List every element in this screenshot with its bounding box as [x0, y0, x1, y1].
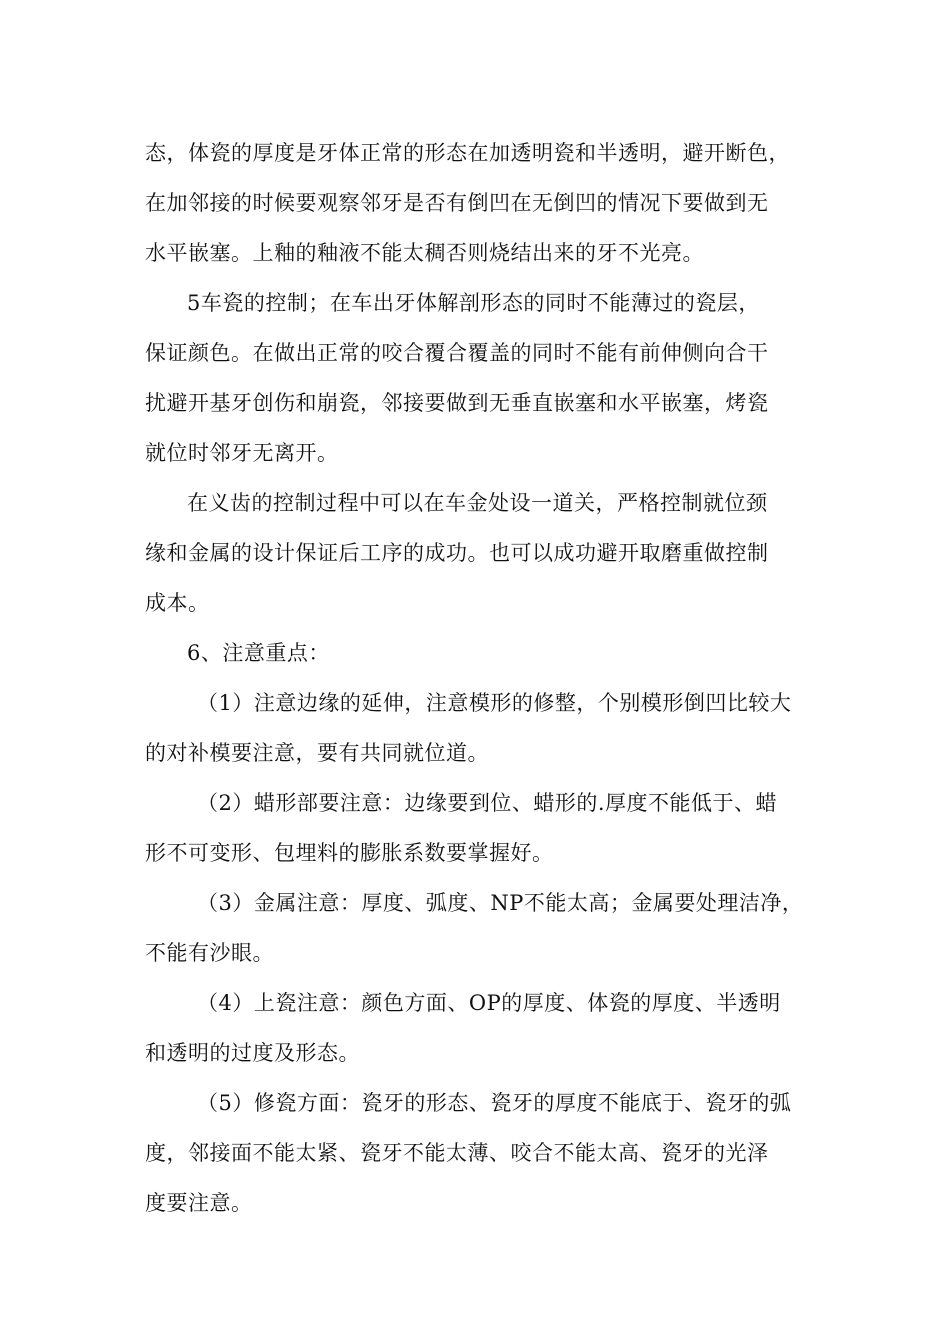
list-item-line: 形不可变形、包埋料的膨胀系数要掌握好。 — [145, 841, 554, 865]
paragraph-line: 成本。 — [145, 591, 210, 615]
document-body — [145, 128, 815, 1228]
list-item-line: （1）注意边缘的延伸，注意模形的修整，个别模形倒凹比较大 — [197, 691, 792, 715]
list-item-line: 的对补模要注意，要有共同就位道。 — [145, 741, 489, 765]
section-heading: 6、注意重点： — [187, 641, 330, 665]
list-item-line: （5）修瓷方面：瓷牙的形态、瓷牙的厚度不能底于、瓷牙的弧 — [197, 1091, 792, 1115]
paragraph-line: 5车瓷的控制；在车出牙体解剖形态的同时不能薄过的瓷层， — [187, 291, 760, 315]
paragraph-line: 保证颜色。在做出正常的咬合覆合覆盖的同时不能有前伸侧向合干 — [145, 341, 769, 365]
list-item-line: 度要注意。 — [145, 1191, 253, 1215]
list-item-line: 度，邻接面不能太紧、瓷牙不能太薄、咬合不能太高、瓷牙的光泽 — [145, 1141, 769, 1165]
paragraph-line: 水平嵌塞。上釉的釉液不能太稠否则烧结出来的牙不光亮。 — [145, 241, 704, 265]
list-item-line: 不能有沙眼。 — [145, 941, 274, 965]
paragraph-line: 在加邻接的时候要观察邻牙是否有倒凹在无倒凹的情况下要做到无 — [145, 191, 769, 215]
list-item-line: （4）上瓷注意：颜色方面、OP的厚度、体瓷的厚度、半透明 — [197, 991, 781, 1015]
paragraph-line: 扰避开基牙创伤和崩瓷，邻接要做到无垂直嵌塞和水平嵌塞，烤瓷 — [145, 391, 769, 415]
list-item-line: （3）金属注意：厚度、弧度、NP不能太高；金属要处理洁净， — [197, 891, 804, 915]
list-item-line: （2）蜡形部要注意：边缘要到位、蜡形的.厚度不能低于、蜡 — [197, 791, 778, 815]
paragraph-line: 缘和金属的设计保证后工序的成功。也可以成功避开取磨重做控制 — [145, 541, 769, 565]
paragraph-line: 在义齿的控制过程中可以在车金处设一道关，严格控制就位颈 — [187, 491, 768, 515]
paragraph-line: 态，体瓷的厚度是牙体正常的形态在加透明瓷和半透明，避开断色， — [145, 141, 790, 165]
paragraph-line: 就位时邻牙无离开。 — [145, 441, 339, 465]
list-item-line: 和透明的过度及形态。 — [145, 1041, 360, 1065]
